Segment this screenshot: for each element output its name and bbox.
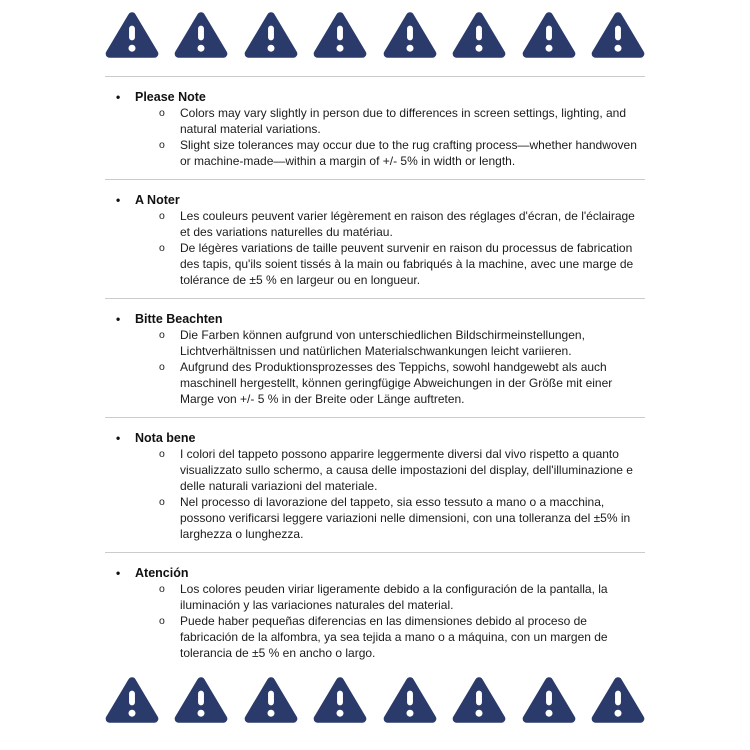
notice-section (105, 89, 645, 169)
warning-triangle-icon (452, 10, 506, 60)
notice-item (105, 208, 645, 240)
notice-item (105, 446, 645, 494)
notice-item (105, 137, 645, 169)
bullet-icon: • (116, 312, 121, 326)
section-divider (105, 179, 645, 180)
circle-bullet-icon: o (159, 361, 165, 373)
notice-item-text: Los colores peuden viriar ligeramente debido a la configuración de la pantalla, la iluminación y las variaciones naturales del material. (180, 582, 608, 612)
top-divider (105, 76, 645, 77)
notice-item (105, 581, 645, 613)
warning-triangle-icon (522, 675, 576, 725)
circle-bullet-icon: o (159, 496, 165, 508)
warning-triangle-icon (383, 10, 437, 60)
notice-section (105, 311, 645, 407)
notice-item (105, 240, 645, 288)
notice-item (105, 494, 645, 542)
section-heading: Please Note (135, 90, 206, 104)
section-heading: A Noter (135, 193, 180, 207)
notice-section (105, 430, 645, 542)
section-heading-row (105, 89, 645, 105)
circle-bullet-icon: o (159, 448, 165, 460)
warning-triangle-icon (174, 675, 228, 725)
warning-triangle-icon (313, 10, 367, 60)
notice-item-text: Die Farben können aufgrund von unterschiedlichen Bildschirmeinstellungen, Lichtverhältnissen und natürlichen Materialschwankungen leicht variieren. (180, 328, 585, 358)
section-heading-row (105, 192, 645, 208)
bullet-icon: • (116, 90, 121, 104)
section-heading: Atención (135, 566, 189, 580)
bullet-icon: • (116, 431, 121, 445)
warning-triangle-icon (591, 10, 645, 60)
circle-bullet-icon: o (159, 583, 165, 595)
circle-bullet-icon: o (159, 139, 165, 151)
notice-section (105, 192, 645, 288)
notice-item (105, 105, 645, 137)
warning-banner-bottom (105, 675, 645, 725)
section-heading-row (105, 430, 645, 446)
bullet-icon: • (116, 193, 121, 207)
notice-section (105, 565, 645, 661)
notice-item-text: Colors may vary slightly in person due to differences in screen settings, lighting, and natural material variations. (180, 106, 627, 136)
warning-triangle-icon (591, 675, 645, 725)
section-heading-row (105, 565, 645, 581)
warning-banner-top (105, 10, 645, 60)
section-divider (105, 552, 645, 553)
circle-bullet-icon: o (159, 329, 165, 341)
circle-bullet-icon: o (159, 210, 165, 222)
warning-triangle-icon (313, 675, 367, 725)
notice-item-text: Slight size tolerances may occur due to the rug crafting process—whether handwoven or machine-made—within a margin of +/- 5% in width or length. (180, 138, 637, 168)
notice-item-text: Les couleurs peuvent varier légèrement en raison des réglages d'écran, de l'éclairage et des variations naturelles du matériau. (180, 209, 635, 239)
notice-item (105, 327, 645, 359)
warning-triangle-icon (522, 10, 576, 60)
notice-item (105, 613, 645, 661)
bullet-icon: • (116, 566, 121, 580)
notice-item-text: Aufgrund des Produktionsprozesses des Teppichs, sowohl handgewebt als auch maschinell hergestellt, können geringfügige Abweichungen in der Größe mit einer Marge von +/- 5 % in der Breite oder Länge auftreten. (180, 360, 613, 406)
section-divider (105, 417, 645, 418)
warning-triangle-icon (105, 10, 159, 60)
notice-item-text: Puede haber pequeñas diferencias en las dimensiones debido al proceso de fabricación de la alfombra, ya sea tejida a mano o a máquina, con un margen de tolerancia de ±5 % en ancho o largo. (180, 614, 608, 660)
circle-bullet-icon: o (159, 242, 165, 254)
warning-triangle-icon (174, 10, 228, 60)
notice-item-text: I colori del tappeto possono apparire leggermente diversi dal vivo rispetto a quanto visualizzato sullo schermo, a causa delle impostazioni del display, dell'illuminazione e delle naturali variazioni del materiale. (180, 447, 633, 493)
warning-triangle-icon (452, 675, 506, 725)
section-heading-row (105, 311, 645, 327)
circle-bullet-icon: o (159, 107, 165, 119)
warning-triangle-icon (383, 675, 437, 725)
notice-content (105, 89, 645, 661)
section-heading: Bitte Beachten (135, 312, 223, 326)
section-heading: Nota bene (135, 431, 196, 445)
warning-triangle-icon (244, 10, 298, 60)
section-divider (105, 298, 645, 299)
warning-triangle-icon (244, 675, 298, 725)
warning-triangle-icon (105, 675, 159, 725)
notice-item-text: De légères variations de taille peuvent survenir en raison du processus de fabrication des tapis, qu'ils soient tissés à la main ou fabriqués à la machine, avec une marge de tolérance de ±5 % en largeur ou en longueur. (180, 241, 634, 287)
circle-bullet-icon: o (159, 615, 165, 627)
notice-item-text: Nel processo di lavorazione del tappeto, sia esso tessuto a mano o a macchina, possono verificarsi leggere variazioni nelle dimensioni, con una tolleranza del ±5% in larghezza o lunghezza. (180, 495, 631, 541)
notice-item (105, 359, 645, 407)
